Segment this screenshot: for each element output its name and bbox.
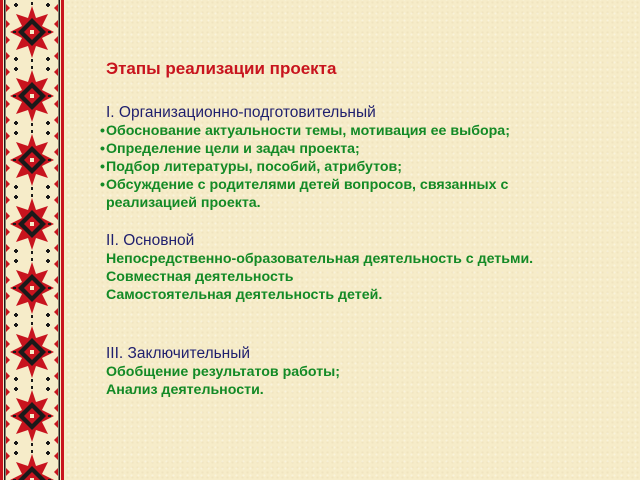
stage-2-line: Самостоятельная деятельность детей. xyxy=(106,287,383,303)
stage-1-continuation: реализацией проекта. xyxy=(106,195,261,211)
bullet-dot-icon: • xyxy=(100,123,105,139)
stage-1-heading: I. Организационно-подготовительный xyxy=(106,104,376,121)
bullet-dot-icon: • xyxy=(100,141,105,157)
stage-3-heading: III. Заключительный xyxy=(106,345,251,362)
slide-title: Этапы реализации проекта xyxy=(106,59,337,78)
list-item: •Подбор литературы, пособий, атрибутов; xyxy=(100,159,402,175)
stage-2 xyxy=(106,231,606,304)
list-item: •Обоснование актуальности темы, мотивация ее выбора; xyxy=(100,123,510,139)
stage-3 xyxy=(106,344,606,399)
stage-3-line: Обобщение результатов работы; xyxy=(106,364,341,380)
bullet-dot-icon: • xyxy=(100,159,105,175)
bullet-dot-icon: • xyxy=(100,177,105,193)
stage-3-line: Анализ деятельности. xyxy=(106,382,264,398)
stage-2-heading: II. Основной xyxy=(106,232,195,249)
embroidery-border xyxy=(0,0,64,480)
slide-content xyxy=(100,58,606,399)
list-item: •Определение цели и задач проекта; xyxy=(100,141,360,157)
stage-1 xyxy=(100,103,606,212)
stage-2-line: Совместная деятельность xyxy=(106,269,294,285)
stage-1-bullets xyxy=(100,122,606,194)
list-item: •Обсуждение с родителями детей вопросов, связанных с xyxy=(100,177,509,193)
stage-2-line: Непосредственно-образовательная деятельность с детьми. xyxy=(106,251,534,267)
